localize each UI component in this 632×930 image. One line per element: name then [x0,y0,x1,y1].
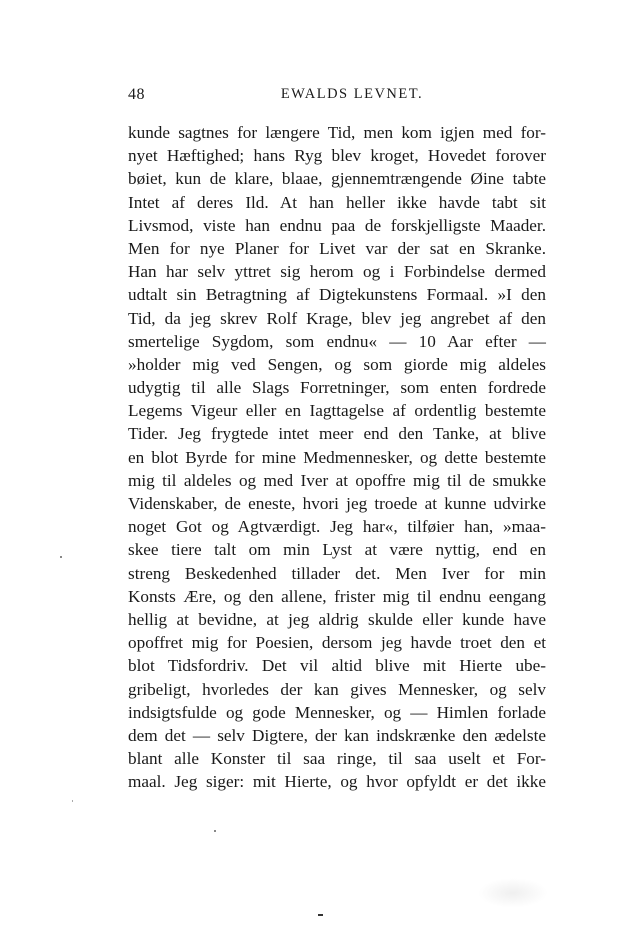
text-line: Konsts Ære, og den allene, frister mig til endnu eengang [128,586,546,606]
text-line: gribeligt, hvorledes der kan gives Mennesker, og selv [128,679,546,699]
text-line: udtalt sin Betragtning af Digtekunstens Formaal. »I den [128,285,546,305]
margin-speck [60,556,62,558]
body-text [128,121,546,793]
text-line: en blot Byrde for mine Medmennesker, og dette bestemte [128,447,546,467]
text-line: smertelige Sygdom, som endnu« — 10 Aar efter — [128,331,546,351]
text-line: Videnskaber, de eneste, hvori jeg troede at kunne udvirke [128,494,546,513]
text-line: Han har selv yttret sig herom og i Forbindelse dermed [128,262,546,282]
running-head [128,86,546,108]
text-line: skee tiere talt om min Lyst at være nyttig, end en [128,540,546,560]
text-line: »holder mig ved Sengen, og som giorde mig aldeles [128,354,546,374]
text-line: kunde sagtnes for længere Tid, men kom igjen med for- [128,123,546,142]
text-line: udygtig til alle Slags Forretninger, som enten fordrede [128,378,546,398]
margin-speck [72,800,73,802]
text-line: Legems Vigeur eller en Iagttagelse af ordentlig bestemte [128,401,546,421]
text-line: streng Beskedenhed tillader det. Men Iver for min [128,563,546,583]
text-line: Livsmod, viste han endnu paa de forskjelligste Maader. [128,215,546,235]
text-line: Men for nye Planer for Livet var der sat en Skranke. [128,238,546,258]
text-line: mig til aldeles og med Iver at opoffre mig til de smukke [128,470,546,490]
running-title: EWALDS LEVNET. [280,86,424,102]
text-line: Tid, da jeg skrev Rolf Krage, blev jeg angrebet af den [128,308,546,328]
text-line: opoffret mig for Poesien, dersom jeg havde troet den et [128,633,546,653]
paper-smudge [478,878,548,908]
text-line: dem det — selv Digtere, der kan indskrænke den ædelste [128,725,546,745]
text-line: nyet Hæftighed; hans Ryg blev kroget, Hovedet forover [128,146,546,166]
text-line: Tider. Jeg frygtede intet meer end den Tanke, at blive [128,424,546,444]
text-line: bøiet, kun de klare, blaae, gjennemtrængende Øine tabte [128,169,546,189]
text-line: noget Got og Agtværdigt. Jeg har«, tilføier han, »maa- [128,517,546,537]
text-line: blant alle Konster til saa ringe, til saa uselt et For- [128,749,546,769]
text-line: maal. Jeg siger: mit Hierte, og hvor opfyldt er det ikke [128,772,546,792]
page-number: 48 [128,86,145,103]
text-line: hellig at bevidne, at jeg aldrig skulde eller kunde have [128,609,546,629]
text-line: indsigtsfulde og gode Mennesker, og — Himlen forlade [128,702,546,722]
text-line: Intet af deres Ild. At han heller ikke havde tabt sit [128,192,546,212]
text-line: blot Tidsfordriv. Det vil altid blive mit Hierte ube- [128,656,546,676]
footer-mark [318,914,323,916]
margin-speck [214,830,216,832]
